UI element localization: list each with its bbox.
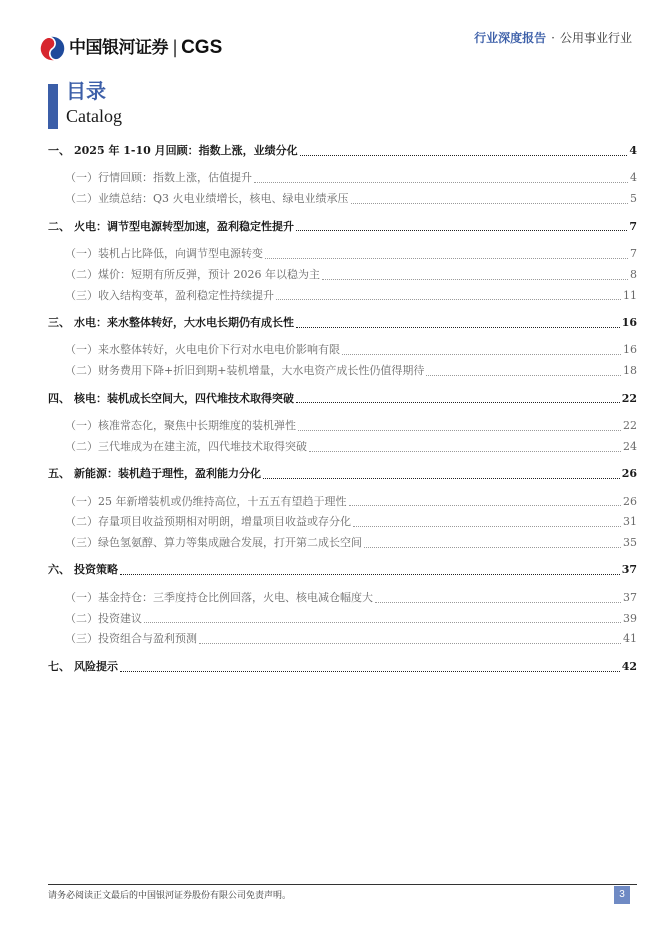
toc-title: 绿色氢氨醇、算力等集成融合发展，打开第二成长空间 (98, 536, 362, 550)
toc-section-item[interactable] (48, 464, 637, 485)
toc-title: 投资组合与盈利预测 (98, 632, 197, 646)
toc-title: 财务费用下降+折旧到期+装机增量，大水电资产成长性仍值得期待 (98, 364, 425, 378)
toc-leader-dots (375, 602, 621, 603)
toc-page-number: 7 (630, 246, 637, 260)
toc-number: （三） (65, 632, 98, 646)
toc-title: 2025 年 1-10 月回顾：指数上涨，业绩分化 (74, 144, 298, 157)
toc-leader-dots (349, 505, 622, 506)
toc-title: 行情回顾：指数上涨，估值提升 (98, 171, 252, 185)
toc-page-number: 26 (621, 467, 637, 481)
toc-title: 来水整体转好，火电电价下行对水电电价影响有限 (98, 343, 340, 357)
toc-number: （三） (65, 288, 98, 302)
toc-leader-dots (298, 430, 621, 431)
toc-number: 四、 (48, 391, 70, 405)
brand-logo (40, 35, 222, 61)
toc-subsection-item[interactable] (48, 340, 637, 361)
toc-number: （二） (65, 439, 98, 453)
toc-page-number: 8 (630, 267, 637, 281)
toc-number: （二） (65, 611, 98, 625)
toc-section-item[interactable] (48, 141, 637, 162)
toc-number: （一） (65, 246, 98, 260)
toc-number: 三、 (48, 315, 70, 329)
toc-subsection-item[interactable] (48, 168, 637, 189)
toc-number: 二、 (48, 219, 70, 233)
toc-title: 存量项目收益预期相对明朗，增量项目收益或存分化 (98, 515, 351, 529)
toc-leader-dots (263, 478, 620, 479)
toc-page-number: 35 (623, 536, 637, 550)
brand-name-en: CGS (181, 37, 223, 58)
toc-number: （二） (65, 364, 98, 378)
table-of-contents (48, 141, 637, 684)
toc-page-number: 42 (621, 659, 637, 673)
toc-subsection-item[interactable] (48, 588, 637, 609)
toc-title: 投资建议 (98, 611, 142, 625)
toc-leader-dots (351, 203, 628, 204)
toc-leader-dots (276, 299, 621, 300)
toc-number: （一） (65, 590, 98, 604)
toc-page-number: 31 (623, 515, 637, 529)
toc-title: 核电：装机成长空间大，四代堆技术取得突破 (74, 391, 294, 405)
brand-separator: | (172, 37, 179, 58)
toc-number: 五、 (48, 467, 70, 481)
toc-leader-dots (300, 155, 628, 156)
toc-subsection-item[interactable] (48, 189, 637, 210)
toc-page-number: 16 (623, 343, 637, 357)
toc-leader-dots (309, 451, 621, 452)
toc-title: 火电：调节型电源转型加速，盈利稳定性提升 (74, 219, 294, 233)
toc-section-item[interactable] (48, 560, 637, 581)
toc-subsection-item[interactable] (48, 244, 637, 265)
toc-leader-dots (144, 622, 621, 623)
footer-disclaimer: 请务必阅读正文最后的中国银河证券股份有限公司免责声明。 (48, 891, 292, 901)
toc-title: 核准常态化，聚焦中长期维度的装机弹性 (98, 418, 296, 432)
industry-name: 公用事业行业 (559, 31, 632, 45)
toc-number: （三） (65, 536, 98, 550)
toc-subsection-item[interactable] (48, 286, 637, 307)
toc-number: （一） (65, 418, 98, 432)
toc-section-item[interactable] (48, 217, 637, 238)
header-dot: · (551, 31, 555, 45)
report-type: 行业深度报告 (474, 31, 547, 45)
cgs-logo-icon (40, 36, 65, 61)
footer-divider (48, 884, 637, 885)
toc-section-item[interactable] (48, 389, 637, 410)
toc-leader-dots (322, 279, 628, 280)
toc-title: 新能源：装机趋于理性，盈利能力分化 (74, 467, 261, 481)
toc-page-number: 18 (623, 364, 637, 378)
toc-number: （一） (65, 494, 98, 508)
toc-leader-dots (199, 643, 621, 644)
toc-leader-dots (254, 182, 628, 183)
catalog-title: 目录 (66, 79, 106, 103)
toc-number: （二） (65, 192, 98, 206)
toc-page-number: 16 (621, 315, 637, 329)
toc-title: 风险提示 (74, 659, 118, 673)
toc-number: （二） (65, 267, 98, 281)
toc-subsection-item[interactable] (48, 533, 637, 554)
toc-title: 三代堆成为在建主流，四代堆技术取得突破 (98, 439, 307, 453)
toc-page-number: 26 (623, 494, 637, 508)
page-number: 3 (614, 886, 630, 904)
toc-page-number: 37 (621, 563, 637, 577)
toc-section-item[interactable] (48, 657, 637, 678)
toc-subsection-item[interactable] (48, 361, 637, 382)
toc-page-number: 7 (629, 219, 637, 233)
toc-subsection-item[interactable] (48, 416, 637, 437)
toc-subsection-item[interactable] (48, 437, 637, 458)
toc-title: 水电：来水整体转好，大水电长期仍有成长性 (74, 315, 294, 329)
toc-subsection-item[interactable] (48, 629, 637, 650)
toc-leader-dots (120, 574, 620, 575)
toc-subsection-item[interactable] (48, 265, 637, 286)
toc-number: 七、 (48, 659, 70, 673)
toc-leader-dots (353, 526, 621, 527)
catalog-accent-bar (48, 84, 58, 129)
toc-page-number: 41 (623, 632, 637, 646)
toc-leader-dots (296, 402, 620, 403)
toc-leader-dots (364, 547, 621, 548)
catalog-subtitle: Catalog (66, 106, 122, 126)
toc-page-number: 4 (630, 171, 637, 185)
toc-number: 六、 (48, 563, 70, 577)
toc-title: 25 年新增装机或仍维持高位，十五五有望趋于理性 (98, 494, 347, 508)
toc-leader-dots (296, 327, 620, 328)
toc-page-number: 39 (623, 611, 637, 625)
toc-page-number: 24 (623, 439, 637, 453)
toc-page-number: 22 (621, 391, 637, 405)
toc-title: 煤价：短期有所反弹，预计 2026 年以稳为主 (98, 267, 320, 281)
toc-page-number: 4 (629, 144, 637, 157)
toc-subsection-item[interactable] (48, 609, 637, 630)
brand-name-cn: 中国银河证券 (69, 38, 168, 58)
toc-leader-dots (426, 375, 621, 376)
toc-leader-dots (265, 258, 628, 259)
toc-number: （二） (65, 515, 98, 529)
toc-leader-dots (120, 671, 620, 672)
toc-title: 基金持仓：三季度持仓比例回落，火电、核电减仓幅度大 (98, 590, 373, 604)
toc-page-number: 22 (623, 418, 637, 432)
toc-title: 业绩总结：Q3 火电业绩增长，核电、绿电业绩承压 (98, 192, 349, 206)
toc-number: （一） (65, 343, 98, 357)
toc-title: 投资策略 (74, 563, 118, 577)
toc-section-item[interactable] (48, 313, 637, 334)
toc-number: 一、 (48, 144, 70, 157)
toc-page-number: 11 (623, 288, 637, 302)
toc-number: （一） (65, 171, 98, 185)
toc-leader-dots (296, 230, 627, 231)
toc-subsection-item[interactable] (48, 492, 637, 513)
toc-leader-dots (342, 354, 621, 355)
toc-page-number: 5 (630, 192, 637, 206)
toc-title: 收入结构变革，盈利稳定性持续提升 (98, 288, 274, 302)
toc-title: 装机占比降低，向调节型电源转变 (98, 246, 263, 260)
report-header (474, 29, 632, 47)
toc-subsection-item[interactable] (48, 512, 637, 533)
toc-page-number: 37 (623, 590, 637, 604)
